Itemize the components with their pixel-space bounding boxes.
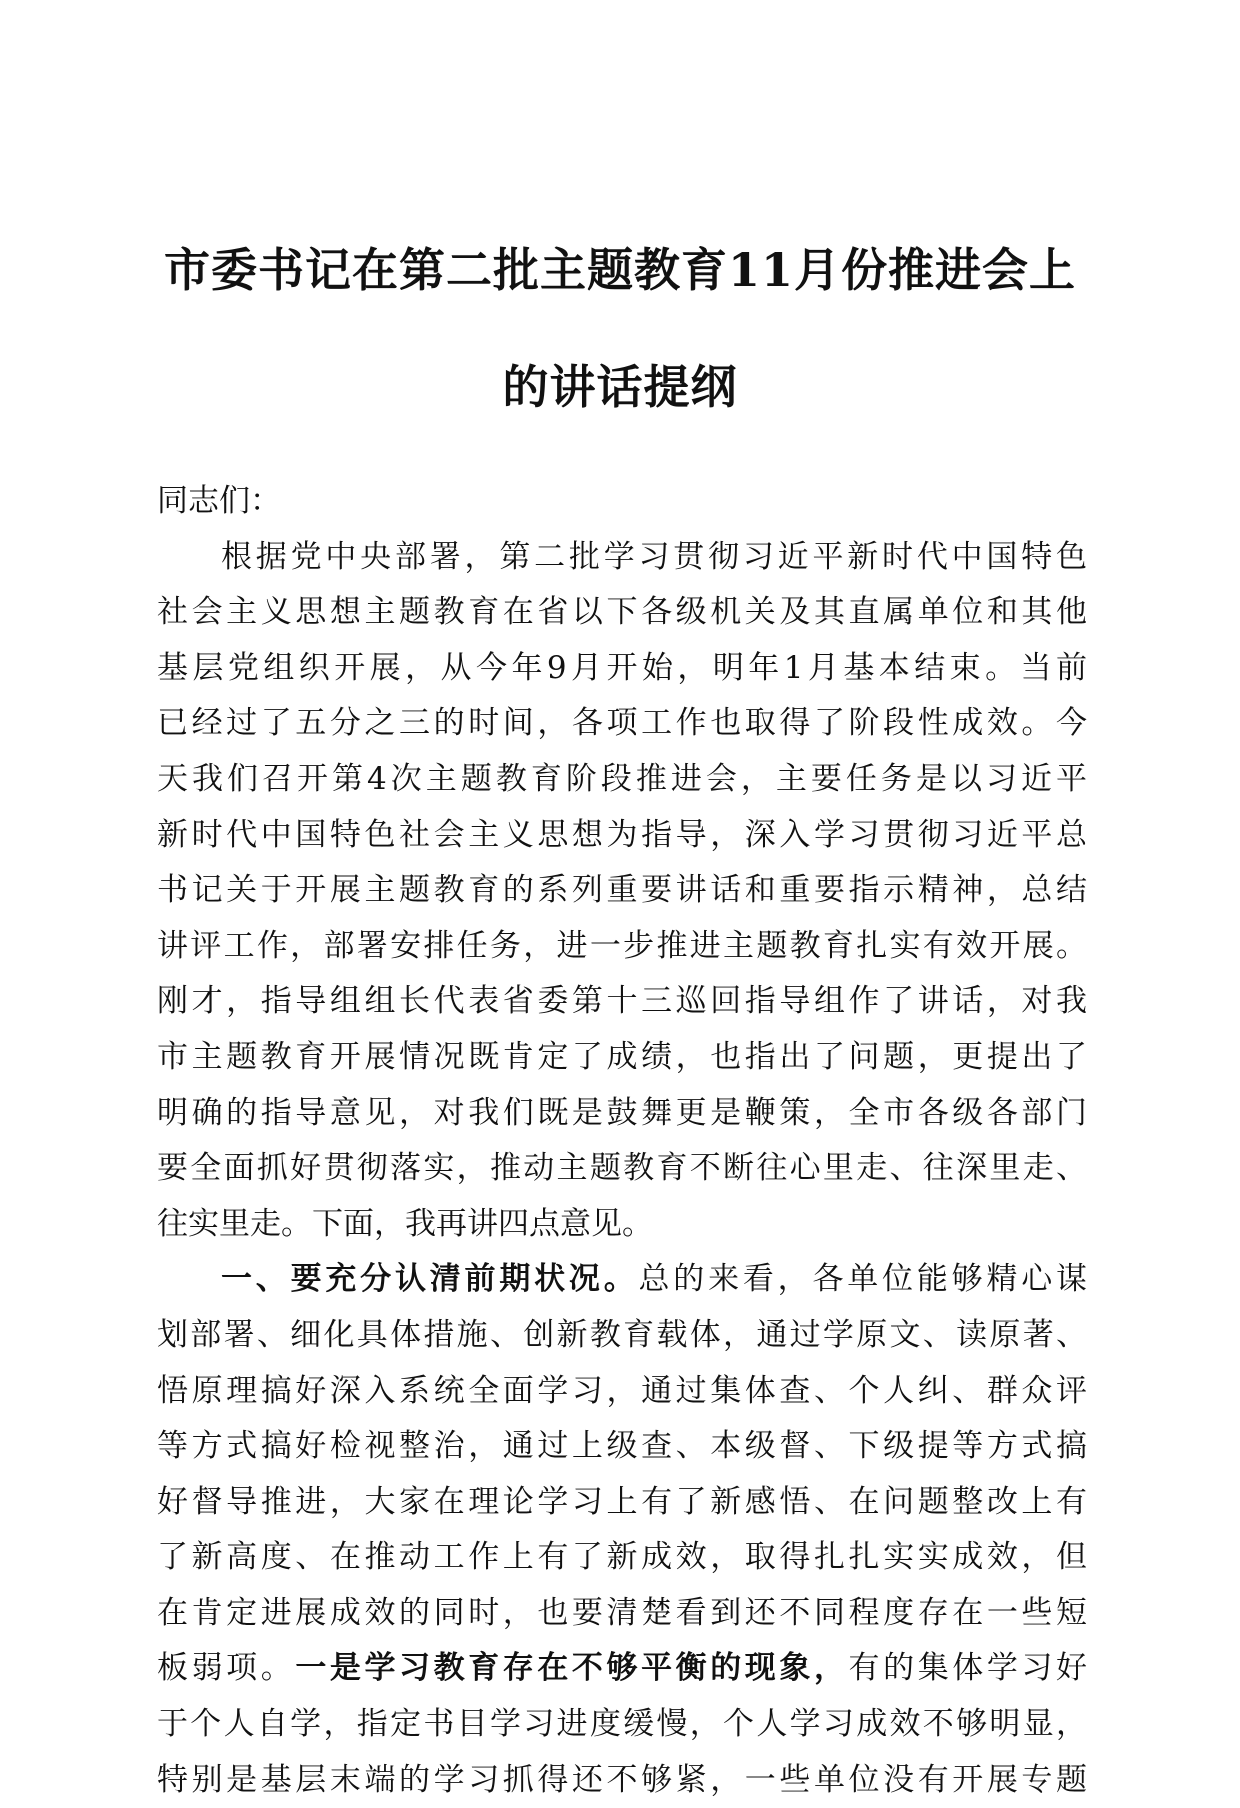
paragraph-2-line: 了新高度、在推动工作上有了新成效，取得扎扎实实成效，但	[157, 1539, 1087, 1576]
paragraph-1-line: 书记关于开展主题教育的系列重要讲话和重要指示精神，总结	[157, 872, 1087, 909]
section-heading: 一、要充分认清前期状况。	[221, 1261, 639, 1298]
paragraph-1-line: 社会主义思想主题教育在省以下各级机关及其直属单位和其他	[157, 594, 1087, 631]
paragraph-1-line: 基层党组织开展，从今年9月开始，明年1月基本结束。当前	[157, 649, 1087, 686]
bold-subpoint: 一是学习教育存在不够平衡的现象，	[295, 1650, 849, 1687]
paragraph-1-line: 刚才，指导组组长代表省委第十三巡回指导组作了讲话，对我	[157, 983, 1087, 1020]
paragraph-2-line: 划部署、细化具体措施、创新教育载体，通过学原文、读原著、	[157, 1316, 1087, 1353]
paragraph-1-line: 根据党中央部署，第二批学习贯彻习近平新时代中国特色	[221, 538, 1087, 575]
document-body	[157, 474, 1087, 1808]
paragraph-1-line: 往实里走。下面，我再讲四点意见。	[157, 1205, 653, 1242]
paragraph-2-line: 于个人自学，指定书目学习进度缓慢，个人学习成效不够明显，	[157, 1706, 1087, 1743]
paragraph-1-line: 新时代中国特色社会主义思想为指导，深入学习贯彻习近平总	[157, 816, 1087, 853]
paragraph-1-line: 讲评工作，部署安排任务，进一步推进主题教育扎实有效开展。	[157, 927, 1087, 964]
paragraph-2-line: 特别是基层末端的学习抓得还不够紧，一些单位没有开展专题	[157, 1761, 1087, 1798]
paragraph-2-text: 有的集体学习好	[848, 1650, 1088, 1687]
paragraph-2-text: 板弱项。	[157, 1650, 296, 1687]
paragraph-1-line: 已经过了五分之三的时间，各项工作也取得了阶段性成效。今	[157, 705, 1087, 742]
paragraph-2-line: 好督导推进，大家在理论学习上有了新感悟、在问题整改上有	[157, 1483, 1087, 1520]
paragraph-2-line: 在肯定进展成效的同时，也要清楚看到还不同程度存在一些短	[157, 1594, 1087, 1631]
paragraph-1-line: 明确的指导意见，对我们既是鼓舞更是鞭策，全市各级各部门	[157, 1094, 1087, 1131]
paragraph-2-line: 等方式搞好检视整治，通过上级查、本级督、下级提等方式搞	[157, 1428, 1087, 1465]
paragraph-1-line: 要全面抓好贯彻落实，推动主题教育不断往心里走、往深里走、	[157, 1150, 1087, 1187]
paragraph-2-mixed-line	[157, 1641, 1087, 1697]
salutation: 同志们：	[157, 483, 281, 519]
document-title-line-2: 的讲话提纲	[502, 360, 738, 414]
document-title-line-1: 市委书记在第二批主题教育11月份推进会上	[163, 243, 1076, 297]
paragraph-1-line: 市主题教育开展情况既肯定了成绩，也指出了问题，更提出了	[157, 1038, 1087, 1075]
paragraph-1-line: 天我们召开第4次主题教育阶段推进会，主要任务是以习近平	[157, 760, 1087, 797]
paragraph-2-text: 总的来看，各单位能够精心谋	[638, 1261, 1087, 1298]
paragraph-2-line: 悟原理搞好深入系统全面学习，通过集体查、个人纠、群众评	[157, 1372, 1087, 1409]
paragraph-2-first-line	[157, 1252, 1087, 1308]
